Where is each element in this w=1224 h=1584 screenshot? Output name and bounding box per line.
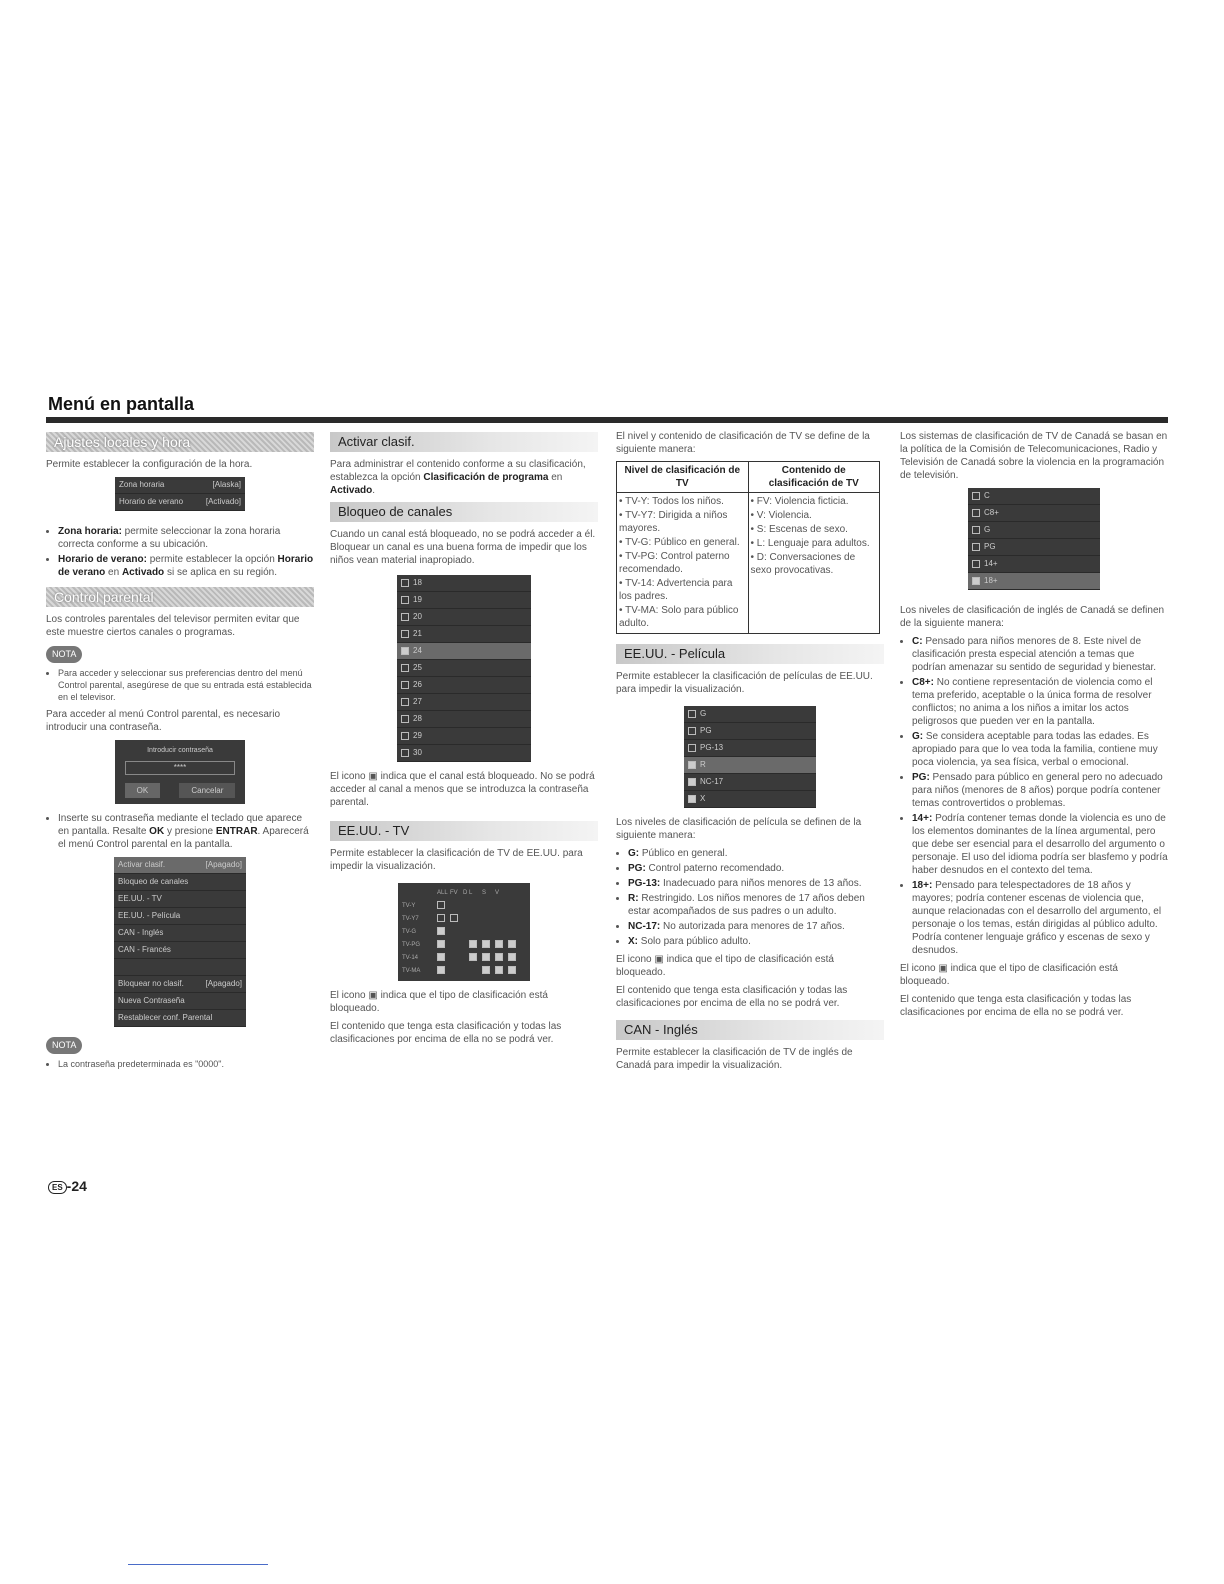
password-title: Introducir contraseña [147,747,213,754]
cancel-button: Cancelar [179,783,235,798]
paragraph: El icono ▣ indica que el tipo de clasificación está bloqueado. [330,990,548,1014]
section-header-ajustes: Ajustes locales y hora [46,432,314,452]
grid-row-label: TV-Y7 [402,916,419,922]
list-item: • Zona horaria: permite seleccionar la zona horaria correcta conforme a su ubicación. [58,525,314,551]
screen-row [114,959,246,976]
rating-row: G [968,522,1100,539]
channel-row: 24 [397,643,531,660]
section-intro: Permite establecer la configuración de la hora. [46,459,253,470]
paragraph: El contenido que tenga esta clasificación y todas las clasificaciones por encima de ella no se podrá ver. [330,1021,562,1045]
grid-header: D [463,890,468,896]
table-cell-item: • FV: Violencia ficticia. [750,496,849,507]
paragraph: Permite establecer la clasificación de TV de inglés de Canadá para impedir la visualización. [616,1047,853,1071]
grid-header: S [482,890,487,896]
table-cell-item: • TV-G: Público en general. [619,537,740,548]
channel-row: 29 [397,728,531,745]
channel-lock-screen [397,575,531,762]
list-item: • Horario de verano: permite establecer la opción Horario de verano en Activado si se aplica en su región. [58,553,314,579]
tv-rating-screen [398,883,530,981]
list-item: • NC-17: No autorizada para menores de 17 años. [628,920,884,933]
table-cell-item: • L: Lenguaje para adultos. [750,538,870,549]
rating-row: NC-17 [684,774,816,791]
paragraph: Cuando un canal está bloqueado, no se podrá acceder a él. Bloquear un canal es una buena forma de impedir que los niños vean material inapropiado. [330,529,596,566]
paragraph: El icono ▣ indica que el canal está bloqueado. No se podrá acceder al canal a menos que se introduzca la contraseña parental. [330,771,595,808]
checkbox-icon [401,630,409,638]
list-item: • PG: Control paterno recomendado. [628,862,884,875]
paragraph: El nivel y contenido de clasificación de TV se define de la siguiente manera: [616,431,870,455]
screen-row: Bloquear no clasif. [Apagado] [114,976,246,993]
list-item: • 14+: Podría contener temas donde la violencia es uno de los elementos dominantes de la línea argumental, pero que debe ser esencial para el desarrollo del argumento o personaje. El uso del idioma podría ser blasfemo y podría haber desnudos en el contexto del tema. [912,812,1168,877]
paragraph: El contenido que tenga esta clasificación y todas las clasificaciones por encima de ella no se podrá ver. [616,985,848,1009]
rating-row: PG [684,723,816,740]
checkbox-icon [401,579,409,587]
list-item: • Para acceder y seleccionar sus preferencias dentro del menú Control parental, asegúrese de que su entrada está establecida en el televisor. [58,667,314,703]
channel-row: 19 [397,592,531,609]
nota-badge: NOTA [46,646,82,663]
screen-row: CAN - Inglés [114,925,246,942]
list-item: • PG-13: Inadecuado para niños menores de 13 años. [628,877,884,890]
checkbox-icon [401,596,409,604]
paragraph: Para acceder al menú Control parental, es necesario introducir una contraseña. [46,709,281,733]
grid-header: ALL [437,890,448,896]
section-header-can-ingles: CAN - Inglés [616,1020,884,1040]
screen-row: Zona horaria [Alaska] [115,477,245,494]
section-header-bloqueo: Bloqueo de canales [330,502,598,522]
channel-row: 21 [397,626,531,643]
table-header: Nivel de clasificación de TV [617,462,749,493]
tv-rating-grid [398,883,530,981]
grid-row-label: TV-PG [402,942,421,948]
list-item: • X: Solo para público adulto. [628,935,884,948]
movie-rating-screen [684,706,816,808]
rating-row: 14+ [968,556,1100,573]
parental-menu-screen [114,857,246,1027]
list-item: • Inserte su contraseña mediante el teclado que aparece en pantalla. Resalte OK y presione ENTRAR. Aparecerá el menú Control parental en la pantalla. [58,812,314,851]
time-settings-screen [115,477,245,511]
table-cell-item: • TV-MA: Solo para público adulto. [619,605,739,629]
rating-row: C8+ [968,505,1100,522]
column-4 [900,430,1168,1024]
footer-rule [128,1564,268,1565]
channel-row: 25 [397,660,531,677]
rating-row: 18+ [968,573,1100,590]
paragraph: Permite establecer la clasificación de películas de EE.UU. para impedir la visualización. [616,671,873,695]
lock-icon [688,778,696,786]
channel-row: 30 [397,745,531,762]
rating-row: G [684,706,816,723]
channel-row: 26 [397,677,531,694]
paragraph: Permite establecer la clasificación de TV de EE.UU. para impedir la visualización. [330,848,583,872]
table-cell-item: • TV-Y7: Dirigida a niños mayores. [619,510,728,534]
lock-icon [401,647,409,655]
paragraph: El icono ▣ indica que el tipo de clasificación está bloqueado. [900,963,1118,987]
page-number: ES -24 [48,1178,87,1194]
grid-header: L [469,890,473,896]
table-header: Contenido de clasificación de TV [748,462,880,493]
checkbox-icon [401,732,409,740]
rating-row: C [968,488,1100,505]
lock-icon [688,795,696,803]
password-field: **** [125,761,235,775]
screen-row: Activar clasif. [Apagado] [114,857,246,874]
list-item: • G: Público en general. [628,847,884,860]
language-badge: ES [48,1181,67,1194]
table-cell-item: • D: Conversaciones de sexo provocativas. [750,552,856,576]
section-header-eeuu-pelicula: EE.UU. - Película [616,644,884,664]
rating-row: X [684,791,816,808]
nota-badge: NOTA [46,1037,82,1054]
section-header-eeuu-tv: EE.UU. - TV [330,821,598,841]
canada-rating-screen [968,488,1100,590]
paragraph: El contenido que tenga esta clasificación y todas las clasificaciones por encima de ella no se podrá ver. [900,994,1132,1018]
screen-row: EE.UU. - Película [114,908,246,925]
title-rule [46,417,1168,423]
rating-row: PG-13 [684,740,816,757]
column-1 [46,430,314,1075]
list-item: • C8+: No contiene representación de violencia como el tema preferido, aceptable o la única forma de resolver conflictos; no anima a los niños a imitar los actos peligrosos que pueden ver en la pantalla. [912,676,1168,728]
grid-header: FV [450,890,458,896]
checkbox-icon [401,681,409,689]
paragraph: El icono ▣ indica que el tipo de clasificación está bloqueado. [616,954,834,978]
screen-row: EE.UU. - TV [114,891,246,908]
rating-row: PG [968,539,1100,556]
list-item: • G: Se considera aceptable para todas las edades. Es apropiado para que lo vea toda la familia, contiene muy poca violencia, ya sea física, verbal o emocional. [912,730,1168,769]
lock-icon [972,577,980,585]
screen-row: CAN - Francés [114,942,246,959]
grid-row-label: TV-Y [402,903,416,909]
table-cell-item: • TV-PG: Control paterno recomendado. [619,551,730,575]
grid-row-label: TV-MA [402,968,421,974]
section-intro: Los controles parentales del televisor permiten evitar que este muestre ciertos canales o programas. [46,614,300,638]
table-cell-item: • TV-14: Advertencia para los padres. [619,578,733,602]
list-item: • La contraseña predeterminada es "0000". [58,1058,314,1070]
grid-row-label: TV-G [402,929,417,935]
paragraph: Los niveles de clasificación de inglés de Canadá se definen de la siguiente manera: [900,605,1165,629]
grid-row-label: TV-14 [402,955,419,961]
lock-icon [688,761,696,769]
tv-rating-table [616,461,880,634]
screen-row: Nueva Contraseña [114,993,246,1010]
checkbox-icon [401,613,409,621]
screen-row: Horario de verano [Activado] [115,494,245,511]
channel-row: 28 [397,711,531,728]
checkbox-icon [401,715,409,723]
column-3 [616,430,884,1077]
paragraph: Los niveles de clasificación de película se definen de la siguiente manera: [616,817,862,841]
checkbox-icon [401,698,409,706]
grid-header: V [495,890,500,896]
section-header-control-parental: Control parental [46,587,314,607]
channel-row: 20 [397,609,531,626]
password-screen [115,740,245,804]
page-title: Menú en pantalla [48,394,195,414]
column-2 [330,430,598,1051]
screen-row: Restablecer conf. Parental [114,1010,246,1027]
checkbox-icon [401,664,409,672]
screen-row: Bloqueo de canales [114,874,246,891]
checkbox-icon [401,749,409,757]
rating-row: R [684,757,816,774]
paragraph: Los sistemas de clasificación de TV de Canadá se basan en la política de la Comisión de Telecomunicaciones, Radio y Televisión de Canadá sobre la violencia en la programación de televisión. [900,431,1168,481]
channel-row: 18 [397,575,531,592]
table-cell-item: • V: Violencia. [750,510,812,521]
ok-button: OK [125,783,161,798]
list-item: • C: Pensado para niños menores de 8. Este nivel de clasificación presta especial atención a temas que podrían amenazar su sentido de seguridad y bienestar. [912,635,1168,674]
channel-row: 27 [397,694,531,711]
paragraph: Para administrar el contenido conforme a su clasificación, establezca la opción Clasificación de programa en Activado. [330,459,586,496]
list-item: • 18+: Pensado para telespectadores de 18 años y mayores; podría contener escenas de violencia que, aunque relacionadas con el desarrollo del argumento, el personaje o los temas, están dirigidas al público adulto. Podría contener lenguaje gráfico y escenas de sexo y desnudos. [912,879,1168,957]
table-cell-item: • TV-Y: Todos los niños. [619,496,724,507]
list-item: • PG: Pensado para público en general pero no adecuado para niños (menores de 8 años) porque podría contener temas controvertidos o problemas. [912,771,1168,810]
section-header-activar: Activar clasif. [330,432,598,452]
list-item: • R: Restringido. Los niños menores de 17 años deben estar acompañados de sus padres o un adulto. [628,892,884,918]
table-cell-item: • S: Escenas de sexo. [750,524,848,535]
